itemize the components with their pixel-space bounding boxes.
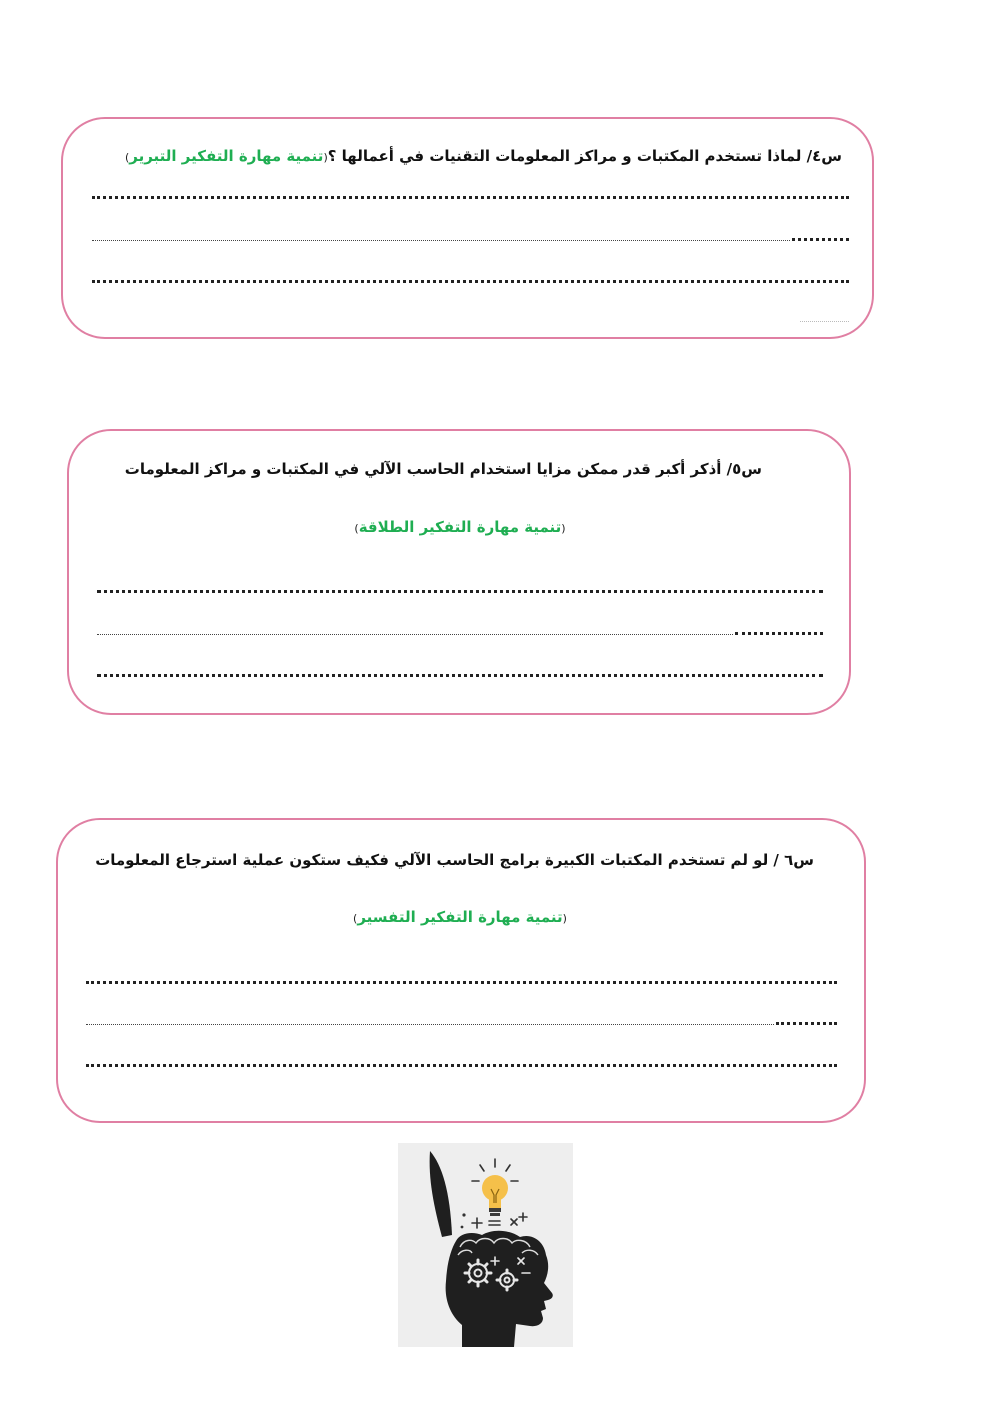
answer-line[interactable] [86,1064,837,1067]
question-6-title: س٦ / لو لم تستخدم المكتبات الكبيرة برامج الحاسب الآلي فكيف ستكون عملية استرجاع المعلومات [95,851,814,869]
answer-line[interactable] [92,280,849,283]
question-4-skill: تنمية مهارة التفكير التبرير [129,147,324,165]
question-6-paren-open: ( [562,912,567,925]
question-5-skill: تنمية مهارة التفكير الطلاقة [358,518,562,536]
question-5-title: س٥/ أذكر أكبر قدر ممكن مزايا استخدام الحاسب الآلي في المكتبات و مراكز المعلومات [124,460,762,478]
answer-line[interactable] [735,632,823,635]
question-6-paren-close: ) [353,912,358,925]
open-head-lightbulb-gears-icon [398,1143,573,1347]
question-4-paren-close: ) [124,151,130,164]
answer-line[interactable] [97,634,733,635]
answer-line[interactable] [97,590,823,593]
answer-line[interactable] [776,1022,837,1025]
question-5-paren-close: ) [354,522,359,535]
answer-line[interactable] [792,238,849,241]
thinking-head-illustration [398,1143,573,1347]
question-4-text: س٤/ لماذا تستخدم المكتبات و مراكز المعلومات التقنيات في أعمالها ؟ [327,147,842,165]
question-4-title [125,146,842,168]
answer-line[interactable] [97,674,823,677]
question-4-paren-open: ( [323,151,328,164]
answer-line[interactable] [86,1024,774,1025]
question-6-skill-line [300,907,620,929]
answer-line[interactable] [86,981,837,984]
answer-line-fragment [800,321,849,322]
question-6-skill: تنمية مهارة التفكير التفسير [357,908,563,926]
answer-line[interactable] [92,240,790,241]
answer-line[interactable] [92,196,849,199]
question-5-paren-open: ( [561,522,566,535]
question-5-skill-line [300,517,620,539]
